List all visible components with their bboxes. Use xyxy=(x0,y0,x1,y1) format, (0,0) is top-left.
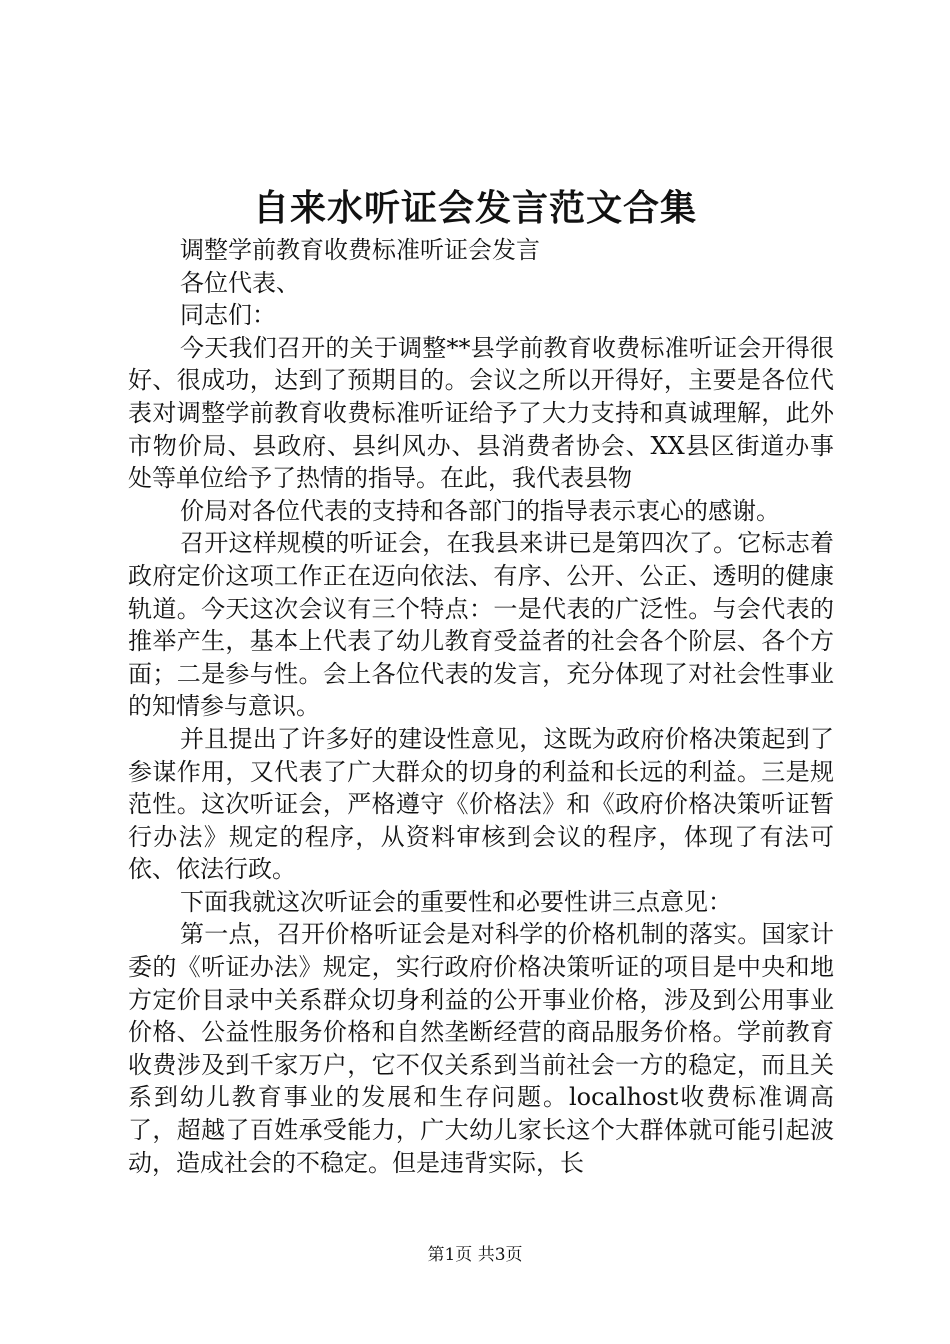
paragraph-opening: 今天我们召开的关于调整**县学前教育收费标准听证会开得很好、很成功，达到了预期目的。会议之所以开得好，主要是各位代表对调整学前教育收费标准听证给予了大力支持和真诚理解，此外市物价局、县政府、县纠风办、县消费者协会、XX县区街道办事处等单位给予了热情的指导。在此，我代表县物 xyxy=(128,333,834,493)
paragraph-salutation-comrades: 同志们： xyxy=(180,301,276,330)
page-number-footer: 第1页 共3页 xyxy=(427,1245,523,1265)
document-body xyxy=(128,234,834,1179)
paragraph-suggestions: 并且提出了许多好的建设性意见，这既为政府价格决策起到了参谋作用，又代表了广大群众的切身的利益和长远的利益。三是规范性。这次听证会，严格遵守《价格法》和《政府价格决策听证暂行办法》规定的程序，从资料审核到会议的程序，体现了有法可依、依法行政。 xyxy=(128,724,834,884)
paragraph-speech-heading: 调整学前教育收费标准听证会发言 xyxy=(180,236,540,264)
paragraph-features: 召开这样规模的听证会，在我县来讲已是第四次了。它标志着政府定价这项工作正在迈向依法、有序、公开、公正、透明的健康轨道。今天这次会议有三个特点：一是代表的广泛性。与会代表的推举产生，基本上代表了幼儿教育受益者的社会各个阶层、各个方面；二是参与性。会上各位代表的发言，充分体现了对社会性事业的知情参与意识。 xyxy=(128,529,834,721)
document-title: 自来水听证会发言范文合集 xyxy=(252,187,697,229)
paragraph-three-points-intro: 下面我就这次听证会的重要性和必要性讲三点意见： xyxy=(180,887,732,916)
paragraph-point-one: 第一点，召开价格听证会是对科学的价格机制的落实。国家计委的《听证办法》规定，实行政府价格决策听证的项目是中央和地方定价目录中关系群众切身利益的公开事业价格，涉及到公用事业价格、公益性服务价格和自然垄断经营的商品服务价格。学前教育收费涉及到千家万户，它不仅关系到当前社会一方的稳定，而且关系到幼儿教育事业的发展和生存问题。localhost收费标准调高了，超越了百姓承受能力，广大幼儿家长这个大群体就可能引起波动，造成社会的不稳定。但是违背实际，长 xyxy=(128,920,834,1177)
paragraph-thanks: 价局对各位代表的支持和各部门的指导表示衷心的感谢。 xyxy=(180,496,780,525)
paragraph-salutation-representatives: 各位代表、 xyxy=(180,268,300,297)
